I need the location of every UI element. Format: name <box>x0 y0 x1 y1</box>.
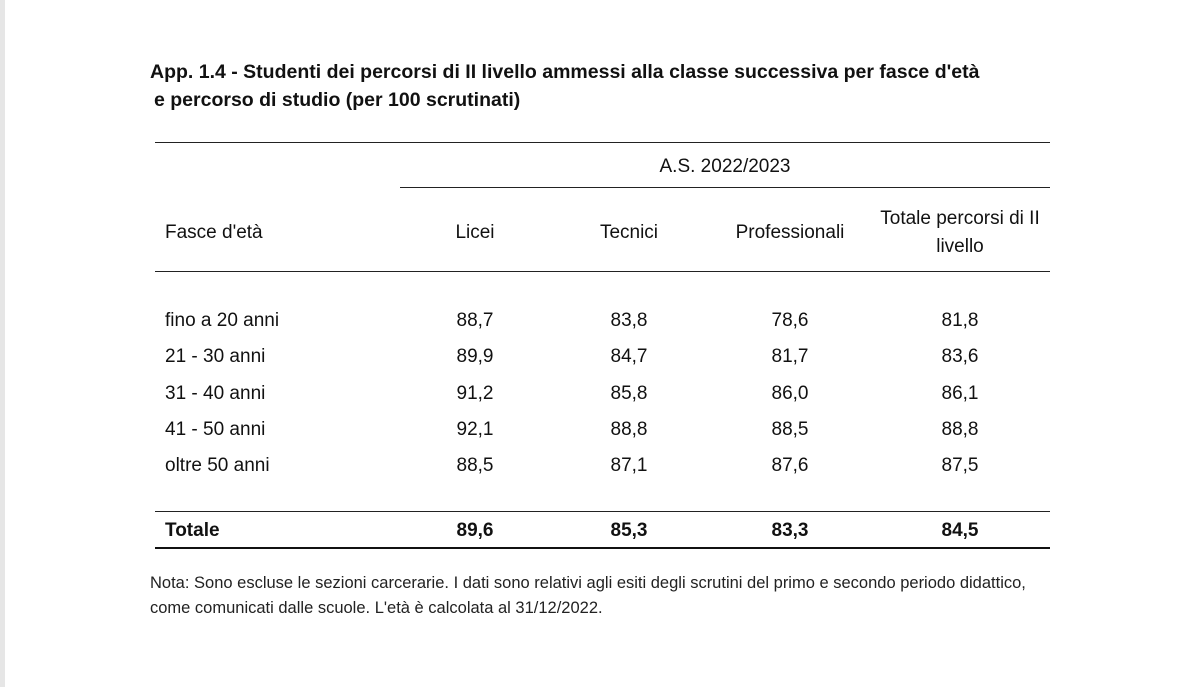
cell-licei: 88,7 <box>456 310 494 331</box>
group-header-rule <box>400 187 1050 188</box>
cell-tecnici: 87,1 <box>610 455 648 476</box>
cell-totale: 86,1 <box>941 383 979 404</box>
column-header-licei: Licei <box>455 222 495 243</box>
table-title-line-2: e percorso di studio (per 100 scrutinati) <box>154 89 521 111</box>
cell-professionali: 88,5 <box>771 419 809 440</box>
total-tecnici: 85,3 <box>610 520 648 541</box>
cell-professionali: 87,6 <box>771 455 809 476</box>
table-top-rule <box>155 142 1050 143</box>
cell-licei: 89,9 <box>456 346 494 367</box>
row-label: oltre 50 anni <box>165 455 270 476</box>
cell-totale: 88,8 <box>941 419 979 440</box>
cell-tecnici: 84,7 <box>610 346 648 367</box>
column-header-totale: Totale percorsi di II livello <box>880 208 1040 257</box>
cell-licei: 88,5 <box>456 455 494 476</box>
page-left-edge <box>0 0 5 687</box>
row-label: fino a 20 anni <box>165 310 280 331</box>
total-totale: 84,5 <box>941 520 979 541</box>
cell-tecnici: 85,8 <box>610 383 648 404</box>
cell-licei: 92,1 <box>456 419 494 440</box>
row-label: 31 - 40 anni <box>165 383 266 404</box>
total-top-rule <box>155 511 1050 512</box>
cell-professionali: 86,0 <box>771 383 809 404</box>
row-label: 21 - 30 anni <box>165 346 266 367</box>
total-label: Totale <box>165 520 220 541</box>
total-licei: 89,6 <box>456 520 494 541</box>
cell-professionali: 78,6 <box>771 310 809 331</box>
total-professionali: 83,3 <box>771 520 809 541</box>
table-title <box>150 58 1070 114</box>
group-header: A.S. 2022/2023 <box>659 156 791 177</box>
cell-totale: 81,8 <box>941 310 979 331</box>
column-header-tecnici: Tecnici <box>599 222 659 243</box>
table-note: Nota: Sono escluse le sezioni carcerarie. I dati sono relativi agli esiti degli scrutini del primo e secondo periodo didattico, come comunicati dalle scuole. L'età è calcolata al 31/12/2022. <box>150 574 1026 617</box>
cell-totale: 83,6 <box>941 346 979 367</box>
table-title-line-1: App. 1.4 - Studenti dei percorsi di II livello ammessi alla classe successiva per fasce d'età <box>150 61 980 83</box>
row-header: Fasce d'età <box>165 222 263 243</box>
table-bottom-rule <box>155 547 1050 549</box>
column-header-professionali: Professionali <box>735 222 845 243</box>
cell-licei: 91,2 <box>456 383 494 404</box>
header-bottom-rule <box>155 271 1050 272</box>
row-label: 41 - 50 anni <box>165 419 266 440</box>
cell-tecnici: 88,8 <box>610 419 648 440</box>
cell-professionali: 81,7 <box>771 346 809 367</box>
cell-totale: 87,5 <box>941 455 979 476</box>
cell-tecnici: 83,8 <box>610 310 648 331</box>
